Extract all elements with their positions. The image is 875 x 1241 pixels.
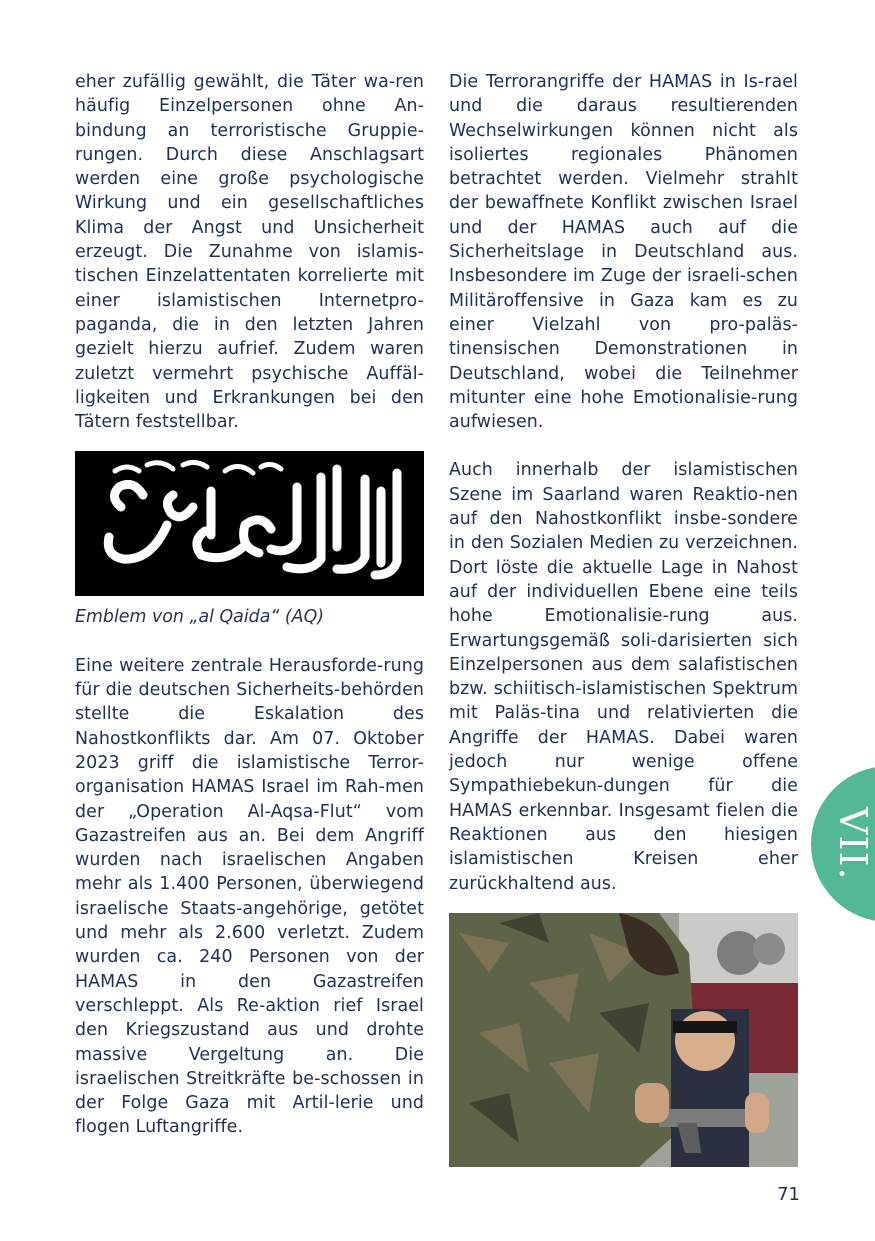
chapter-tab	[811, 766, 875, 922]
right-column	[449, 70, 798, 1167]
photo-illustration	[449, 913, 798, 1167]
man-and-child-with-rifle-photo	[449, 913, 798, 1167]
emblem-caption: Emblem von „al Qaida“ (AQ)	[75, 607, 325, 628]
body-paragraph-2: Eine weitere zentrale Herausforde-rung für die deutschen Sicherheits-behörden stellte die Eskalation des Nahostkonflikts dar. Am 07. Oktober 2023 griff die islamistische Terror-organisation HAMAS Israel im Rah-men der „Operation Al-Aqsa-Flut“ vom Gazastreifen aus an. Bei dem Angriff wurden nach israelischen Angaben mehr als 1.400 Personen, überwiegend israelische Staats-angehörige, getötet und mehr als 2.600 verletzt. Zudem wurden ca. 240 Personen von der HAMAS in den Gazastreifen verschleppt. Als Re-aktion rief Israel den Kriegszustand aus und drohte massive Vergeltung an. Die israelischen Streitkräfte be-schossen in der Folge Gaza mit Artil-lerie und flogen Luftangriffe.	[75, 655, 424, 1138]
page-number: 71	[777, 1184, 800, 1205]
chapter-tab-label: VII.	[831, 807, 875, 881]
al-qaida-emblem-image	[75, 451, 424, 596]
body-paragraph-4: Auch innerhalb der islamistischen Szene im Saarland waren Reaktio-nen auf den Nahostkonflikt insbe-sondere in den Sozialen Medien zu verzeichnen. Dort löste die aktuelle Lage in Nahost auf der individuellen Ebene eine teils hohe Emotionalisie-rung aus. Erwartungsgemäß soli-darisierten sich Einzelpersonen aus dem salafistischen bzw. schiitisch-islamistischen Spektrum mit Paläs-tina und relativierten die Angriffe der HAMAS. Dabei waren jedoch nur wenige offene Sympathiebekun-dungen für die HAMAS erkennbar. Insgesamt fielen die Reaktionen aus den hiesigen islamistischen Kreisen eher zurückhaltend aus.	[449, 460, 798, 894]
left-column	[75, 70, 424, 1140]
body-paragraph-1: eher zufällig gewählt, die Täter wa-ren häufig Einzelpersonen ohne An-bindung an terroristische Gruppie-rungen. Durch diese Anschlagsart werden eine große psychologische Wirkung und ein gesellschaftliches Klima der Angst und Unsicherheit erzeugt. Die Zunahme von islamis-tischen Einzelattentaten korrelierte mit einer islamistischen Internetpro-paganda, die in den letzten Jahren gezielt hierzu aufrief. Zudem waren zuletzt vermehrt psychische Auffäl-ligkeiten und Erkrankungen bei den Tätern feststellbar.	[75, 72, 424, 433]
calligraphy-emblem-graphic	[75, 451, 424, 596]
body-paragraph-3: Die Terrorangriffe der HAMAS in Is-rael und die daraus resultierenden Wechselwirkungen können nicht als isoliertes regionales Phänomen betrachtet werden. Vielmehr strahlt der bewaffnete Konflikt zwischen Israel und der HAMAS auch auf die Sicherheitslage in Deutschland aus. Insbesondere im Zuge der israeli-schen Militäroffensive in Gaza kam es zu einer Vielzahl von pro-paläs-tinensischen Demonstrationen in Deutschland, wobei die Teilnehmer mitunter eine hohe Emotionalisie-rung aufwiesen.	[449, 72, 798, 433]
